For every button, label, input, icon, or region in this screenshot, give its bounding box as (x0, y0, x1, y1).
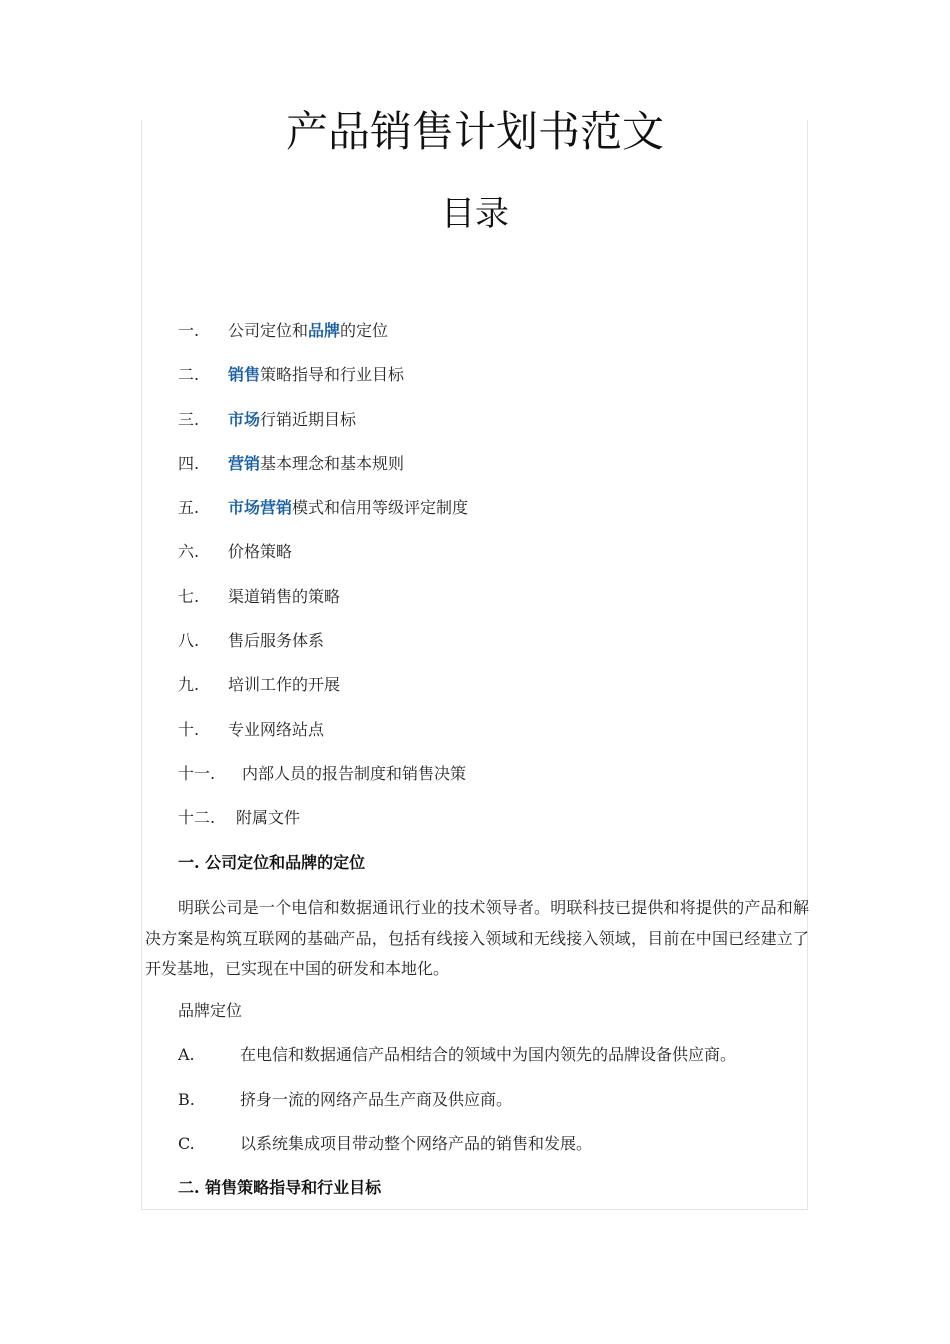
toc-keyword-link[interactable]: 销售 (228, 365, 261, 385)
item-letter: C. (178, 1134, 195, 1153)
item-letter: B. (178, 1090, 195, 1109)
toc-text: 模式和信用等级评定制度 (292, 498, 469, 518)
brand-positioning-label: 品牌定位 (178, 1001, 243, 1020)
toc-text: 的定位 (340, 321, 389, 340)
item-letter: A. (178, 1045, 195, 1064)
list-item (178, 1131, 592, 1157)
toc-item[interactable] (178, 362, 468, 406)
toc-keyword-link[interactable]: 营销 (228, 453, 261, 473)
section-heading: 一. 公司定位和品牌的定位 (178, 853, 366, 872)
toc-number: 八. (178, 631, 200, 651)
toc-item[interactable] (178, 761, 468, 805)
toc-item[interactable] (178, 584, 468, 628)
toc-number: 九. (178, 675, 200, 695)
toc-number: 六. (178, 542, 200, 562)
toc-text: 内部人员的报告制度和销售决策 (242, 763, 467, 783)
toc-text: 培训工作的开展 (228, 675, 341, 695)
toc-text: 行销近期目标 (260, 409, 357, 429)
toc-item[interactable] (178, 805, 468, 849)
list-item (178, 1087, 512, 1113)
toc-item[interactable] (178, 628, 468, 672)
toc-text: 价格策略 (228, 542, 293, 562)
toc-keyword-link[interactable]: 市场 (228, 409, 261, 429)
toc-text: 策略指导和行业目标 (260, 365, 405, 385)
toc-item[interactable] (178, 451, 468, 495)
toc-keyword-link[interactable]: 市场营销 (228, 498, 293, 518)
toc-number: 十二. (178, 808, 216, 828)
toc-number: 七. (178, 586, 200, 606)
toc-text: 售后服务体系 (228, 631, 325, 651)
toc-text: 专业网络站点 (228, 719, 325, 739)
toc-number: 一. (178, 321, 200, 340)
toc-item[interactable] (178, 495, 468, 539)
toc-item[interactable] (178, 717, 468, 761)
section-heading: 二. 销售策略指导和行业目标 (178, 1178, 382, 1197)
company-paragraph: 明联公司是一个电信和数据通讯行业的技术领导者。明联科技已提供和将提供的产品和解决方案是构筑互联网的基础产品，包括有线接入领域和无线接入领域，目前在中国已经建立了开发基地，已实现在中国的研发和本地化。 (145, 898, 809, 978)
item-text: 挤身一流的网络产品生产商及供应商。 (240, 1090, 513, 1109)
toc-number: 四. (178, 453, 200, 473)
list-item (178, 1042, 736, 1068)
item-text: 以系统集成项目带动整个网络产品的销售和发展。 (240, 1134, 593, 1153)
toc-number: 二. (178, 365, 200, 385)
toc-number: 十一. (178, 763, 216, 783)
toc-item[interactable] (178, 672, 468, 716)
toc-item[interactable] (178, 539, 468, 583)
toc-keyword-link[interactable]: 品牌 (308, 321, 341, 340)
table-of-contents (178, 318, 468, 850)
toc-item[interactable] (178, 318, 468, 362)
toc-number: 三. (178, 409, 200, 429)
toc-heading: 目录 (441, 194, 509, 234)
item-text: 在电信和数据通信产品相结合的领域中为国内领先的品牌设备供应商。 (240, 1045, 737, 1064)
toc-number: 十. (178, 719, 200, 739)
toc-text: 渠道销售的策略 (228, 586, 341, 606)
toc-item[interactable] (178, 407, 468, 451)
toc-number: 五. (178, 498, 200, 518)
toc-text: 公司定位和 (228, 321, 309, 340)
document-title: 产品销售计划书范文 (285, 107, 664, 156)
toc-text: 附属文件 (236, 808, 301, 828)
toc-text: 基本理念和基本规则 (260, 453, 405, 473)
